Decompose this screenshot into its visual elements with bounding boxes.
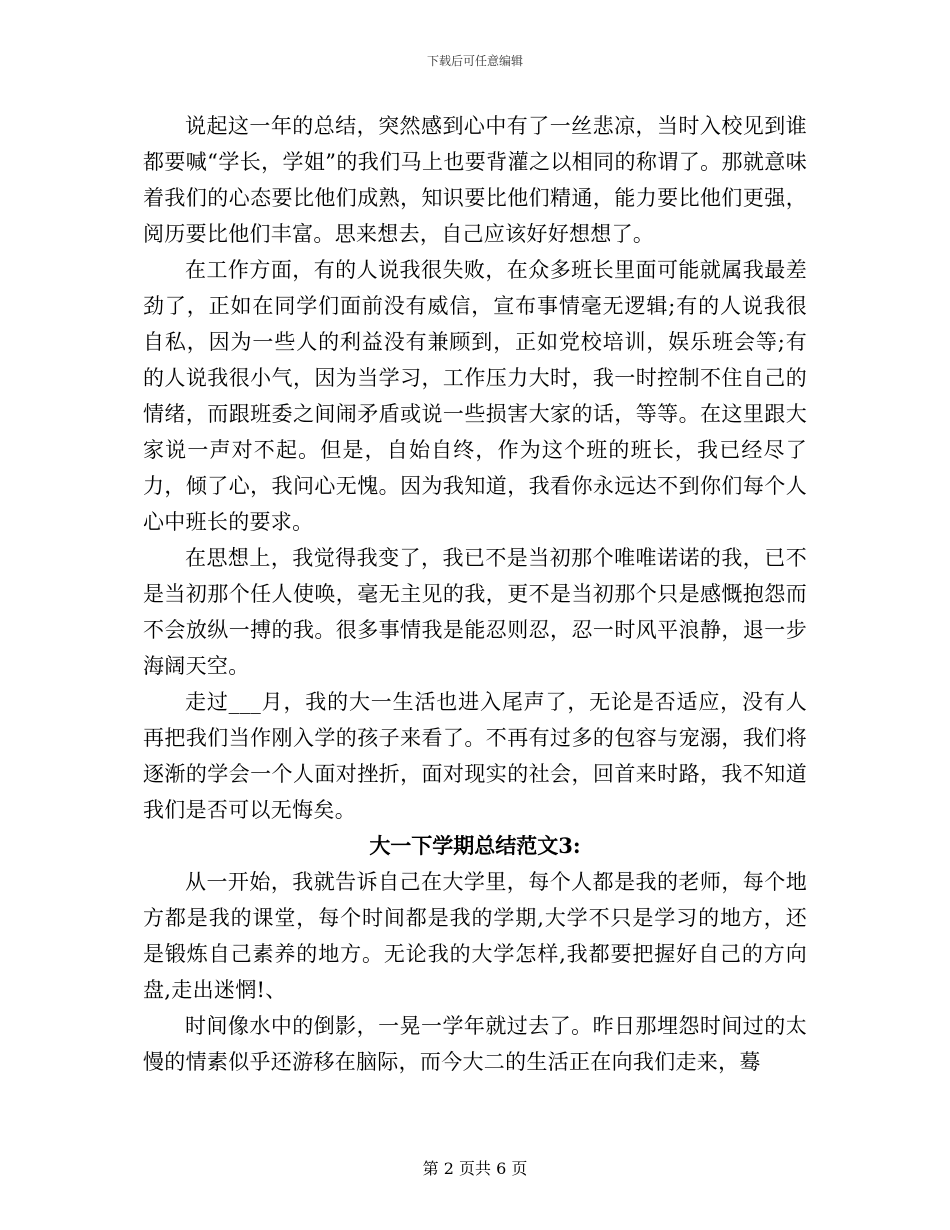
page-header: 下载后可任意编辑 [426, 54, 523, 68]
section-heading: 大一下学期总结范文3: [369, 833, 581, 858]
paragraph-3: 在思想上，我觉得我变了，我已不是当初那个唯唯诺诺的我，已不是当初那个任人使唤，毫无主见的我，更不是当初那个只是感慨抱怨而不会放纵一搏的我。很多事情我是能忍则忍，忍一时风平浪静，退一步海阔天空。 [143, 546, 807, 678]
paragraph-5: 从一开始，我就告诉自己在大学里，每个人都是我的老师，每个地方都是我的课堂，每个时间都是我的学期,大学不只是学习的地方，还是锻炼自己素养的地方。无论我的大学怎样,我都要把握好自己的方向盘,走出迷惘!、 [143, 870, 807, 1002]
paragraph-1: 说起这一年的总结，突然感到心中有了一丝悲凉，当时入校见到谁都要喊“学长，学姐”的我们马上也要背灌之以相同的称谓了。那就意味着我们的心态要比他们成熟，知识要比他们精通，能力要比他们更强，阅历要比他们丰富。思来想去，自己应该好好想想了。 [143, 114, 807, 246]
document-body [143, 108, 807, 1080]
paragraph-4: 走过___月，我的大一生活也进入尾声了，无论是否适应，没有人再把我们当作刚入学的孩子来看了。不再有过多的包容与宠溺，我们将逐渐的学会一个人面对挫折，面对现实的社会，回首来时路，我不知道我们是否可以无悔矣。 [143, 690, 807, 822]
page-footer: 第 2 页共 6 页 [422, 1159, 528, 1178]
paragraph-6: 时间像水中的倒影，一晃一学年就过去了。昨日那埋怨时间过的太慢的情素似乎还游移在脑际，而今大二的生活正在向我们走来，蓦 [143, 1014, 807, 1074]
paragraph-2: 在工作方面，有的人说我很失败，在众多班长里面可能就属我最差劲了，正如在同学们面前没有威信，宣布事情毫无逻辑;有的人说我很自私，因为一些人的利益没有兼顾到，正如党校培训，娱乐班会等;有的人说我很小气，因为当学习，工作压力大时，我一时控制不住自己的情绪，而跟班委之间闹矛盾或说一些损害大家的话，等等。在这里跟大家说一声对不起。但是，自始自终，作为这个班的班长，我已经尽了力，倾了心，我问心无愧。因为我知道，我看你永远达不到你们每个人心中班长的要求。 [143, 258, 807, 534]
